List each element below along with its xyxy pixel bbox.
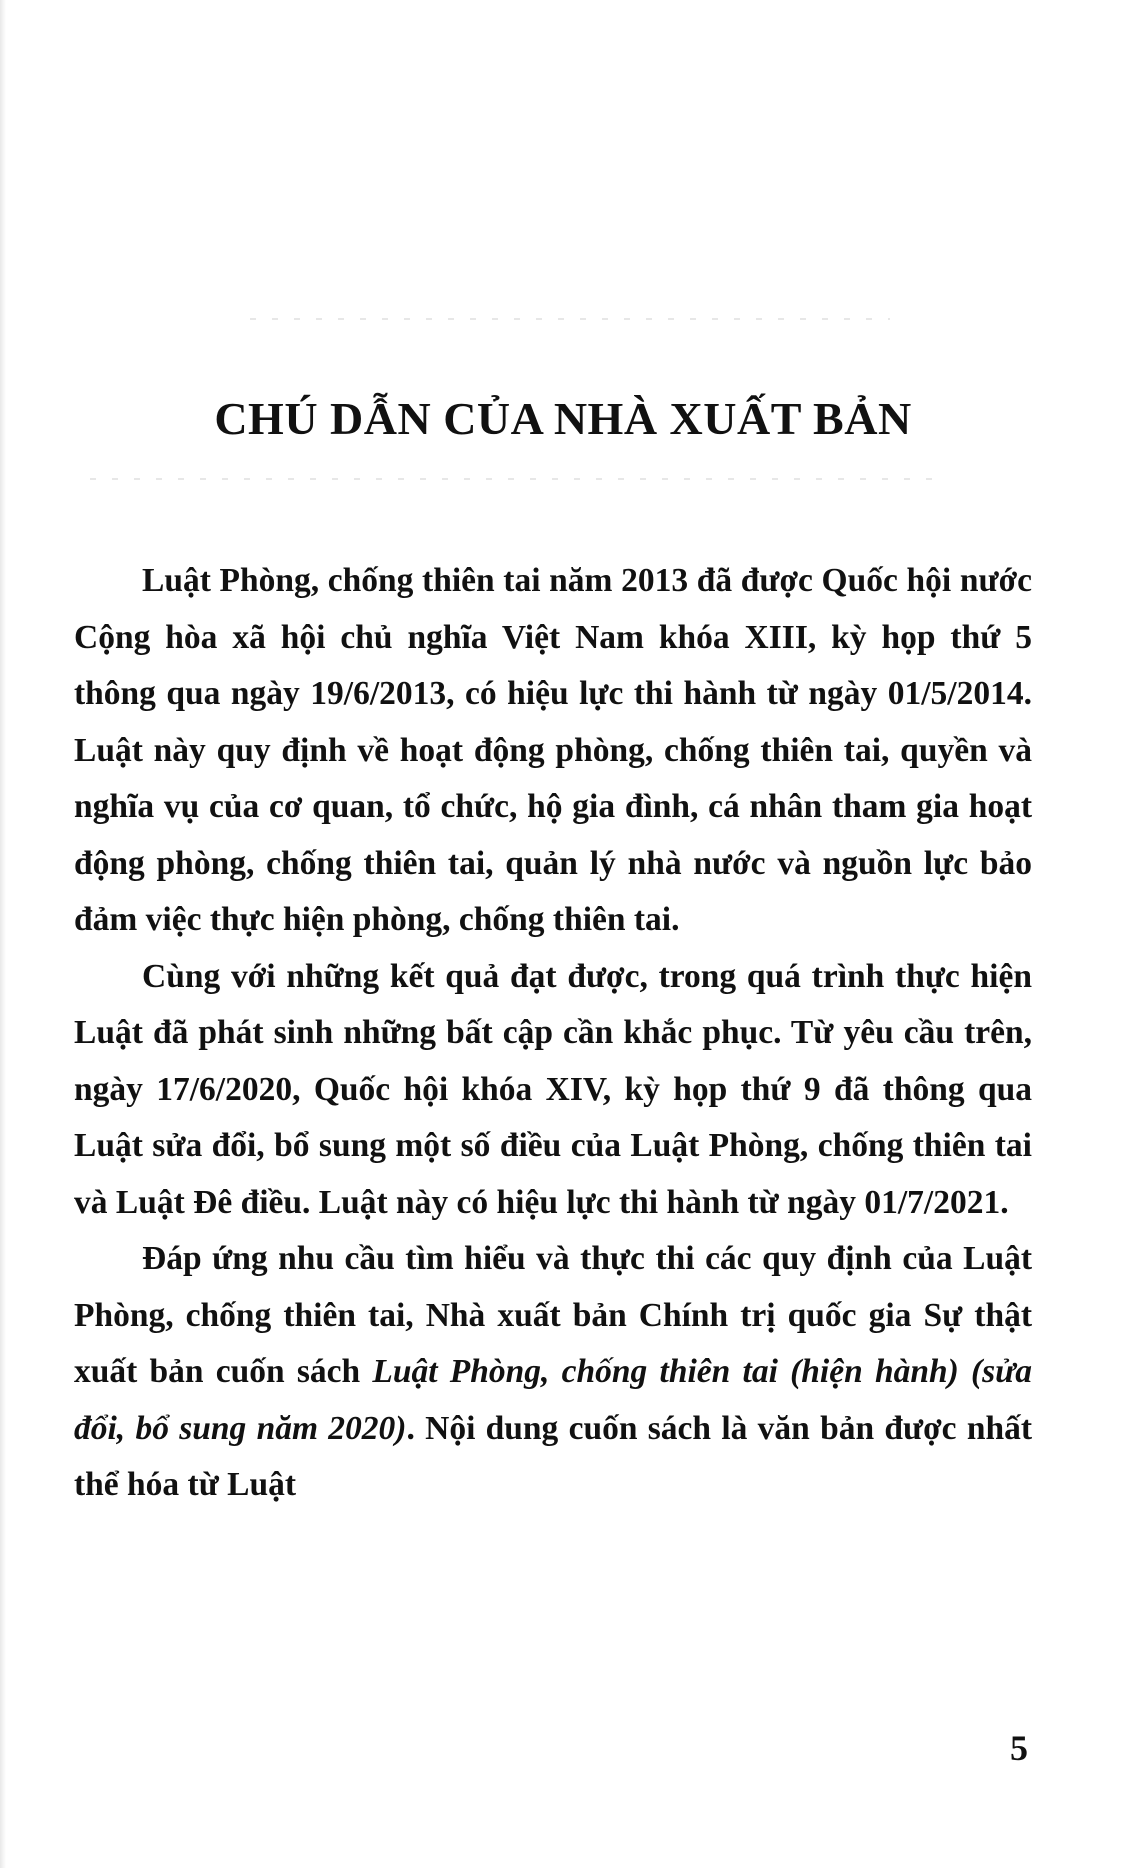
bleed-through-line-1 [250, 318, 890, 320]
body-text [74, 553, 1032, 1514]
book-title-emphasis: Luật Phòng, chống thiên tai (hiện hành) (sửa đổi, bổ sung năm 2020) [74, 1353, 1032, 1447]
paragraph-2-text: Cùng với những kết quả đạt được, trong quá trình thực hiện Luật đã phát sinh những bất cập cần khắc phục. Từ yêu cầu trên, ngày 17/6/2020, Quốc hội khóa XIV, kỳ họp thứ 9 đã thông qua Luật sửa đổi, bổ sung một số điều của Luật Phòng, chống thiên tai và Luật Đê điều. Luật này có hiệu lực thi hành từ ngày 01/7/2021. [74, 957, 1032, 1221]
paragraph-1-text: Luật Phòng, chống thiên tai năm 2013 đã được Quốc hội nước Cộng hòa xã hội chủ nghĩa Việt Nam khóa XIII, kỳ họp thứ 5 thông qua ngày 19/6/2013, có hiệu lực thi hành từ ngày 01/5/2014. Luật này quy định về hoạt động phòng, chống thiên tai, quyền và nghĩa vụ của cơ quan, tổ chức, hộ gia đình, cá nhân tham gia hoạt động phòng, chống thiên tai, quản lý nhà nước và nguồn lực bảo đảm việc thực hiện phòng, chống thiên tai. [74, 562, 1032, 938]
bleed-through-line-2 [90, 478, 940, 480]
paragraph-3 [74, 1231, 1032, 1514]
paragraph-1 [74, 553, 1032, 949]
paragraph-3-text: Đáp ứng nhu cầu tìm hiểu và thực thi các quy định của Luật Phòng, chống thiên tai, Nhà xuất bản Chính trị quốc gia Sự thật xuất bản cuốn sách [74, 1240, 1032, 1390]
scan-edge-shadow [0, 0, 6, 1868]
paragraph-3-tail: . Nội dung cuốn sách là văn bản được nhất thể hóa từ Luật [74, 1409, 1032, 1503]
page-number: 5 [1010, 1728, 1028, 1768]
paragraph-2 [74, 949, 1032, 1232]
page-title: CHÚ DẪN CỦA NHÀ XUẤT BẢN [214, 393, 912, 444]
